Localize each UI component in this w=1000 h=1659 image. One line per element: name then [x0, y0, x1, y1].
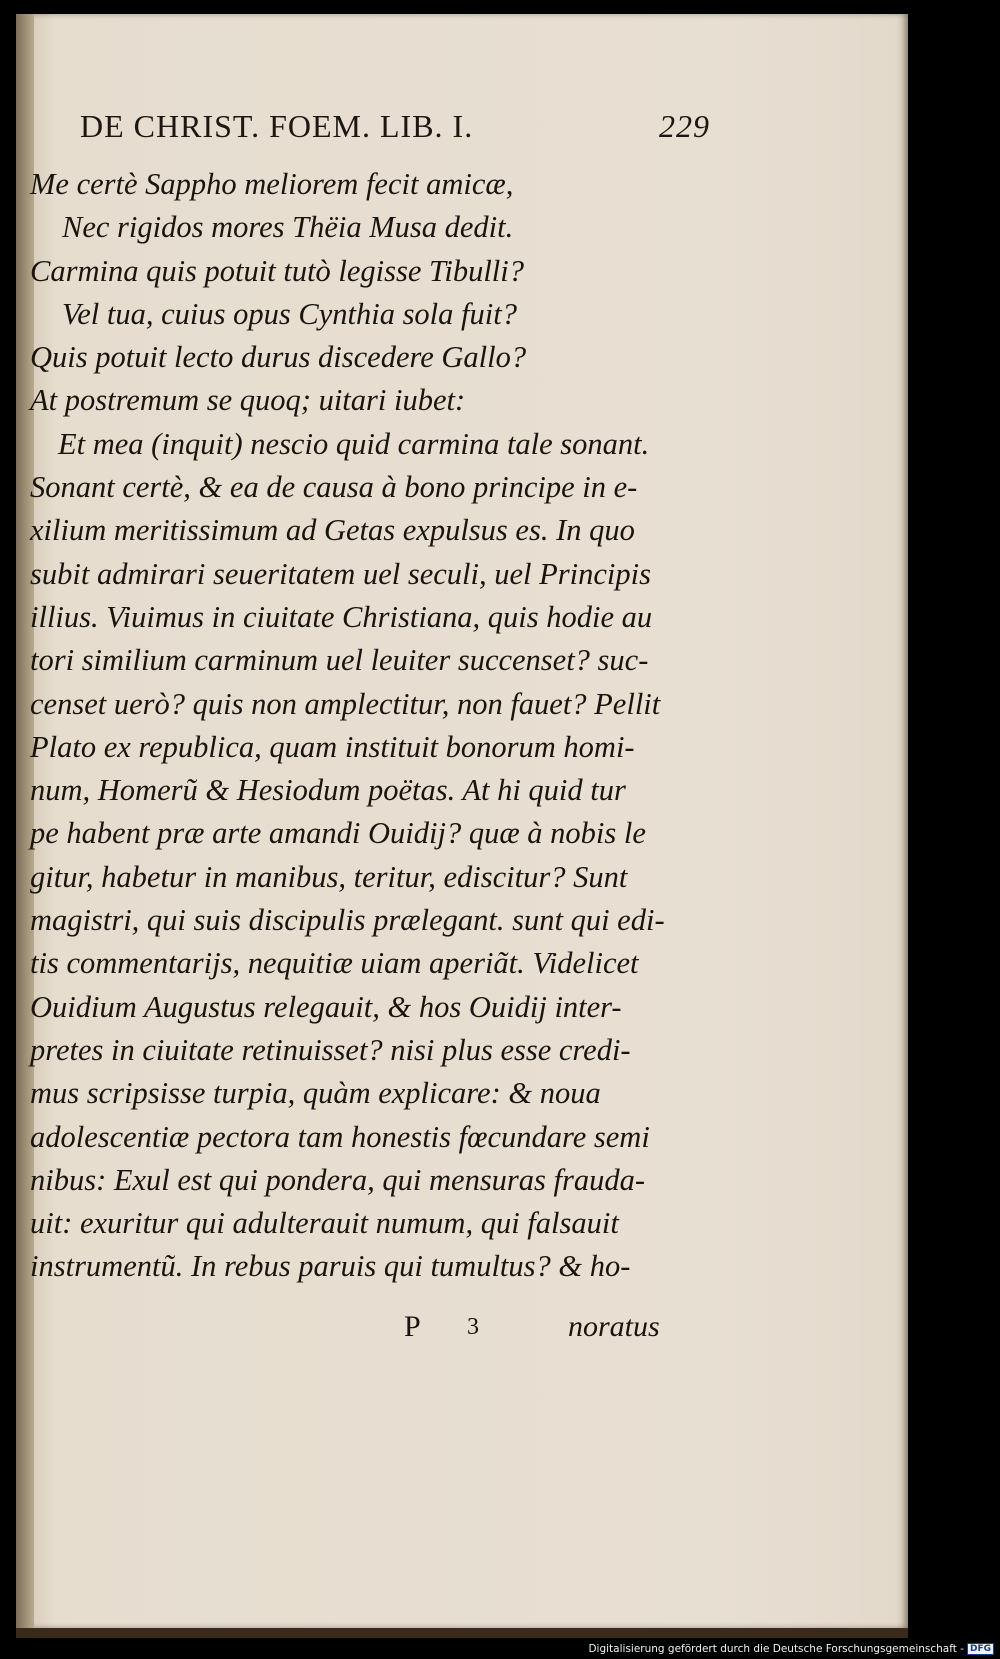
- text-line: nibus: Exul est qui pondera, qui mensuras frauda-: [30, 1162, 646, 1197]
- page-footer: [0, 1310, 1000, 1355]
- signature-letter: P: [404, 1310, 421, 1343]
- text-line: magistri, qui suis discipulis prælegant. sunt qui edi-: [30, 903, 665, 938]
- text-line: Quis potuit lecto durus discedere Gallo?: [30, 340, 527, 375]
- text-line: Vel tua, cuius opus Cynthia sola fuit?: [62, 296, 517, 331]
- text-line: subit admirari seueritatem uel seculi, uel Principis: [30, 556, 651, 591]
- text-line: xilium meritissimum ad Getas expulsus es. In quo: [30, 513, 635, 548]
- text-line: Me certè Sappho meliorem fecit amicæ,: [30, 167, 514, 201]
- running-title: DE CHRIST. FOEM. LIB. I.: [80, 108, 474, 144]
- running-header: [80, 108, 710, 145]
- text-line: Et mea (inquit) nescio quid carmina tale sonant.: [58, 426, 650, 461]
- text-line: Ouidium Augustus relegauit, & hos Ouidij inter-: [30, 989, 622, 1024]
- page-number: 229: [659, 108, 710, 144]
- credit-text: Digitalisierung gefördert durch die Deutsche Forschungsgemeinschaft -: [588, 1643, 964, 1655]
- text-line: tori similium carminum uel leuiter succenset? suc-: [30, 643, 649, 678]
- text-line: mus scripsisse turpia, quàm explicare: & noua: [30, 1076, 601, 1111]
- text-line: Carmina quis potuit tutò legisse Tibulli?: [30, 253, 524, 288]
- text-line: gitur, habetur in manibus, teritur, ediscitur? Sunt: [30, 859, 628, 894]
- text-line: uit: exuritur qui adulterauit numum, qui falsauit: [30, 1206, 619, 1241]
- text-line: pretes in ciuitate retinuisset? nisi plus esse credi-: [30, 1032, 631, 1067]
- page-bottom-edge: [16, 1628, 908, 1638]
- text-line: Sonant certè, & ea de causa à bono principe in e-: [30, 470, 638, 505]
- dfg-logo-icon: DFG: [967, 1643, 994, 1655]
- text-line: Plato ex republica, quam instituit bonorum homi-: [30, 729, 635, 764]
- text-line: instrumentũ. In rebus paruis qui tumultus? & ho-: [30, 1249, 631, 1284]
- text-line: pe habent præ arte amandi Ouidij? quæ à nobis le: [30, 816, 646, 851]
- text-line: Nec rigidos mores Thëia Musa dedit.: [62, 210, 514, 245]
- text-line: tis commentarijs, nequitiæ uiam aperiãt. Videlicet: [30, 946, 639, 981]
- text-line: censet uerò? quis non amplectitur, non fauet? Pellit: [30, 686, 661, 721]
- text-line: adolescentiæ pectora tam honestis fœcundare semi: [30, 1119, 650, 1154]
- text-line: At postremum se quoq; uitari iubet:: [30, 383, 466, 418]
- signature-number: 3: [467, 1314, 479, 1340]
- body-text: [30, 163, 690, 1289]
- text-line: num, Homerũ & Hesiodum poëtas. At hi quid tur: [30, 773, 626, 808]
- catchword: noratus: [568, 1310, 660, 1343]
- text-line: illius. Viuimus in ciuitate Christiana, quis hodie au: [30, 599, 653, 634]
- digitization-credit: [588, 1643, 994, 1655]
